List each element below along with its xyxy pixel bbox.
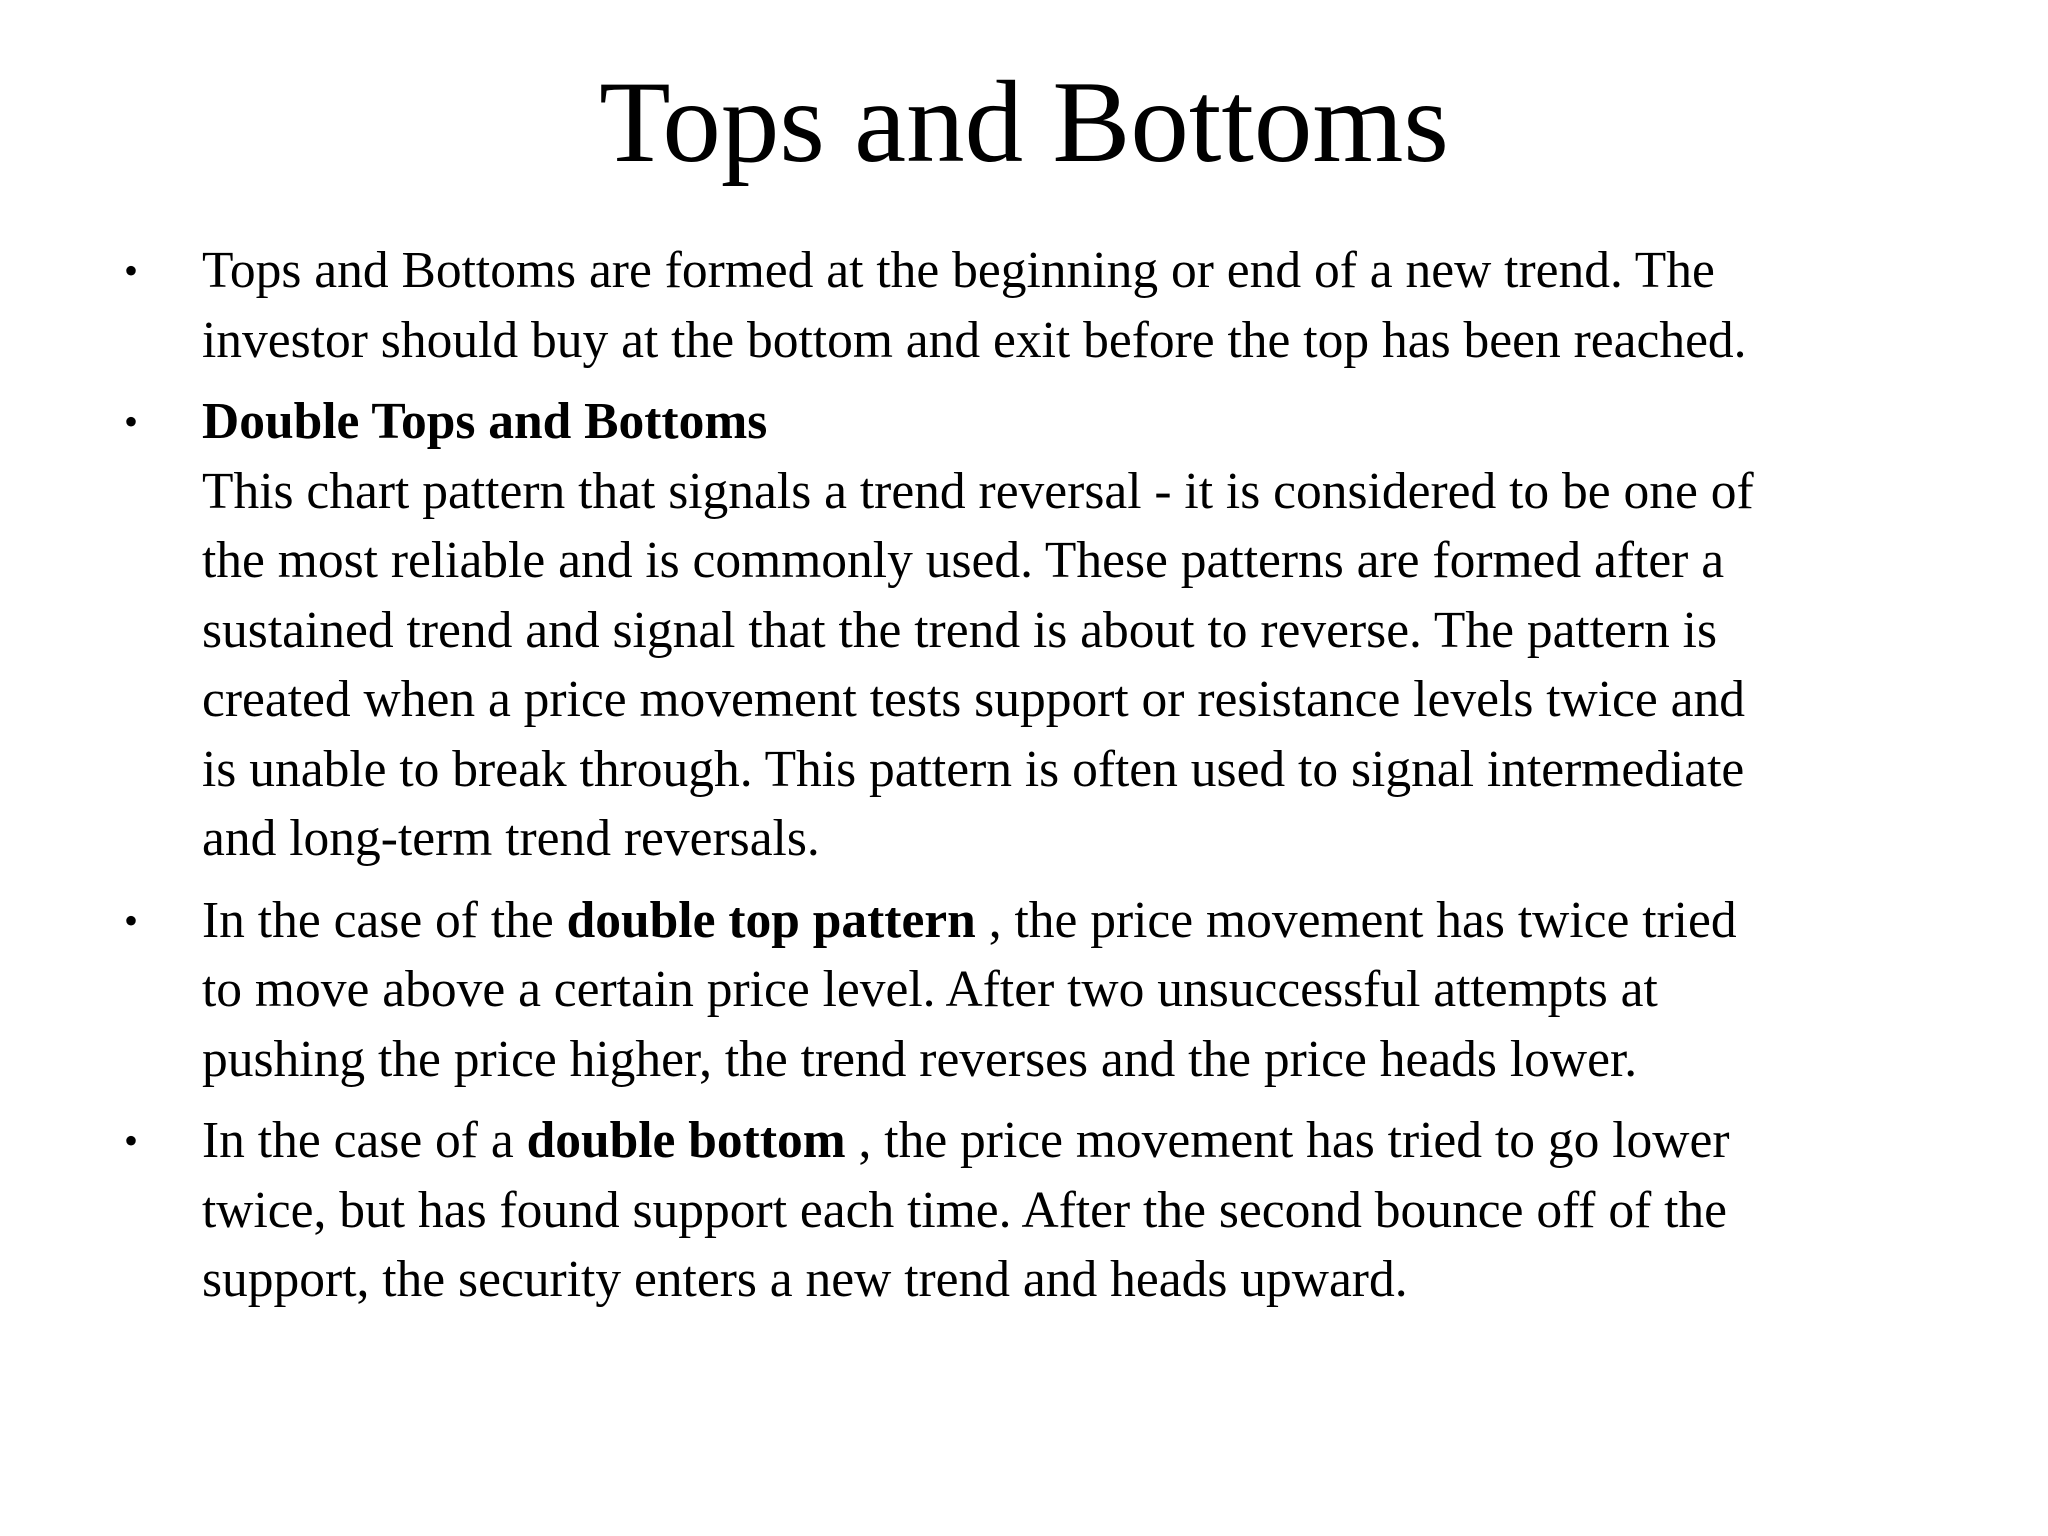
bullet-item-3 <box>0 886 2048 1095</box>
bullet-2-line-1: This chart pattern that signals a trend reversal - it is considered to be one of <box>202 462 1754 520</box>
bullet-icon: • <box>124 1118 139 1163</box>
bullet-3-line-2: to move above a certain price level. After two unsuccessful attempts at <box>202 961 1658 1018</box>
bullet-4-text-before: In the case of a <box>202 1112 527 1169</box>
bullet-list <box>0 236 2048 1327</box>
bullet-2-line-6: and long-term trend reversals. <box>202 810 820 867</box>
bullet-item-2 <box>0 387 2048 874</box>
bullet-2-line-3: sustained trend and signal that the trend is about to reverse. The pattern is <box>202 601 1718 659</box>
bullet-4-line-3: support, the security enters a new trend and heads upward. <box>202 1251 1408 1308</box>
bullet-4-text-after: , the price movement has tried to go lower <box>845 1112 1730 1169</box>
slide-title: Tops and Bottoms <box>599 58 1449 187</box>
bullet-item-1 <box>0 236 2048 375</box>
bullet-1-line-1: Tops and Bottoms are formed at the beginning or end of a new trend. The <box>202 242 1715 299</box>
bullet-3-text-after: , the price movement has twice tried <box>975 891 1737 949</box>
bullet-icon: • <box>124 399 139 444</box>
bullet-item-4 <box>0 1106 2048 1315</box>
bullet-4-line-2: twice, but has found support each time. After the second bounce off of the <box>202 1181 1728 1239</box>
bullet-2-line-2: the most reliable and is commonly used. These patterns are formed after a <box>202 532 1725 589</box>
bullet-4-bold-term: double bottom <box>526 1112 846 1169</box>
bullet-3-text-before: In the case of the <box>202 891 567 949</box>
bullet-3-line-1 <box>202 886 2008 956</box>
bullet-2-line-4: created when a price movement tests support or resistance levels twice and <box>202 671 1745 728</box>
bullet-3-bold-term: double top pattern <box>566 891 976 949</box>
bullet-icon: • <box>124 897 139 943</box>
bullet-2-line-5: is unable to break through. This pattern is often used to signal intermediate <box>202 740 1745 798</box>
bullet-1-line-2: investor should buy at the bottom and exit before the top has been reached. <box>202 311 1747 369</box>
bullet-icon: • <box>124 248 139 293</box>
bullet-4-line-1 <box>202 1106 2008 1176</box>
bullet-3-line-3: pushing the price higher, the trend reverses and the price heads lower. <box>202 1030 1638 1088</box>
bullet-2-heading: Double Tops and Bottoms <box>202 393 768 450</box>
